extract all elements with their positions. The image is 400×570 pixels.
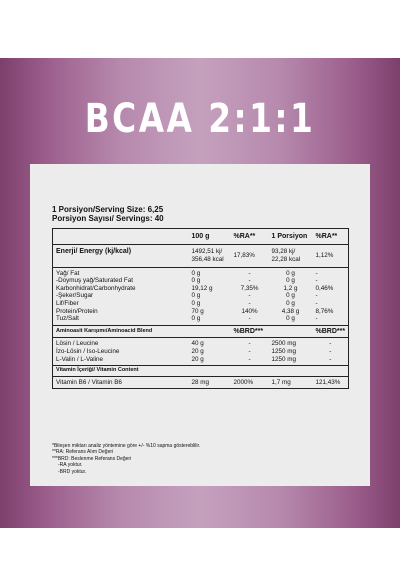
amino-brd-100g-values: - - -: [231, 338, 269, 366]
vitamin-ra-100g: 2000%: [231, 376, 269, 389]
footnote-tolerance: *Bileşen miktarı analiz yöntemine göre +/- %10 sapma göstereblilir.: [52, 443, 201, 449]
nutrient-100g: 0 g 0 g 19,12 g 0 g 0 g 70 g 0 g: [189, 267, 231, 325]
nutrition-table: [52, 228, 349, 389]
footnote-no-brd: -BRD yoktur.: [58, 468, 87, 475]
aminos-row: [53, 338, 349, 366]
vitamin-100g: 28 mg: [189, 376, 231, 389]
header-ra-portion: %RA**: [315, 233, 338, 240]
amino-labels: Lösin / Leucine İzo-Lösin / Iso-Leucine L-Valin / L-Valine: [53, 338, 189, 366]
energy-label: Enerji/ Energy (kj/kcal): [53, 244, 189, 267]
energy-ra-portion: 1,12%: [313, 244, 349, 267]
amino-100g: 40 g 20 g 20 g: [189, 338, 231, 366]
product-title: BCAA 2:1:1: [84, 96, 316, 142]
amino-header-label: Aminoasit Karışımı/Aminoacid Blend: [53, 325, 189, 338]
energy-row: [53, 244, 349, 267]
nutrient-labels: Yağ/ Fat -Doymuş yağ/Saturated Fat Karbonhidrat/Carbonhydrate -Şeker/Sugar Lif/Fiber Protein/Protein Tuz/Salt: [53, 267, 189, 325]
header-label: [53, 229, 189, 245]
amino-brd-portion-values: - - -: [313, 338, 349, 366]
vitamin-header-label: Vitamin İçeriği/ Vitamin Content: [53, 366, 349, 377]
nutrient-ra-100g: - - 7,35% - - 140% -: [231, 267, 269, 325]
vitamin-row: [53, 376, 349, 389]
header-portion: 1 Porsiyon: [271, 233, 308, 240]
energy-ra-100g: 17,83%: [231, 244, 269, 267]
amino-brd-100g: %BRD***: [231, 325, 269, 338]
amino-brd-portion: %BRD***: [313, 325, 349, 338]
footnote-no-ra: -RA yoktur.: [58, 462, 83, 469]
footnote-brd: ***BRD: Beslenme Referans Değeri: [52, 455, 132, 462]
footnote-ra: **RA: Referans Alım Değeri: [52, 449, 114, 456]
energy-100g: 1492,51 kj/ 356,48 kcal: [189, 244, 231, 267]
amino-header-row: [53, 325, 349, 338]
vitamin-portion: 1,7 mg: [269, 376, 313, 389]
amino-portion: 2500 mg 1250 mg 1250 mg: [269, 338, 313, 366]
nutrient-ra-portion: - - 0,46% - - 8,76% -: [313, 267, 349, 325]
serving-size: 1 Porsiyon/Serving Size: 6,25: [52, 205, 164, 214]
vitamin-ra-portion: 121,43%: [313, 376, 349, 389]
header-100g: 100 g: [191, 233, 210, 240]
servings-count: Porsiyon Sayısı/ Servings: 40: [52, 214, 164, 223]
footnotes: [52, 443, 200, 475]
vitamin-label: Vitamin B6 / Vitamin B6: [53, 376, 189, 389]
header-ra-100g: %RA**: [233, 233, 256, 240]
nutrient-portion: 0 g 0 g 1,2 g 0 g 0 g 4,38 g 0 g: [269, 267, 313, 325]
energy-portion: 93,28 kj/ 22,28 kcal: [269, 244, 313, 267]
table-header-row: [53, 229, 349, 245]
vitamin-header-row: [53, 366, 349, 377]
nutrients-row: [53, 267, 349, 325]
